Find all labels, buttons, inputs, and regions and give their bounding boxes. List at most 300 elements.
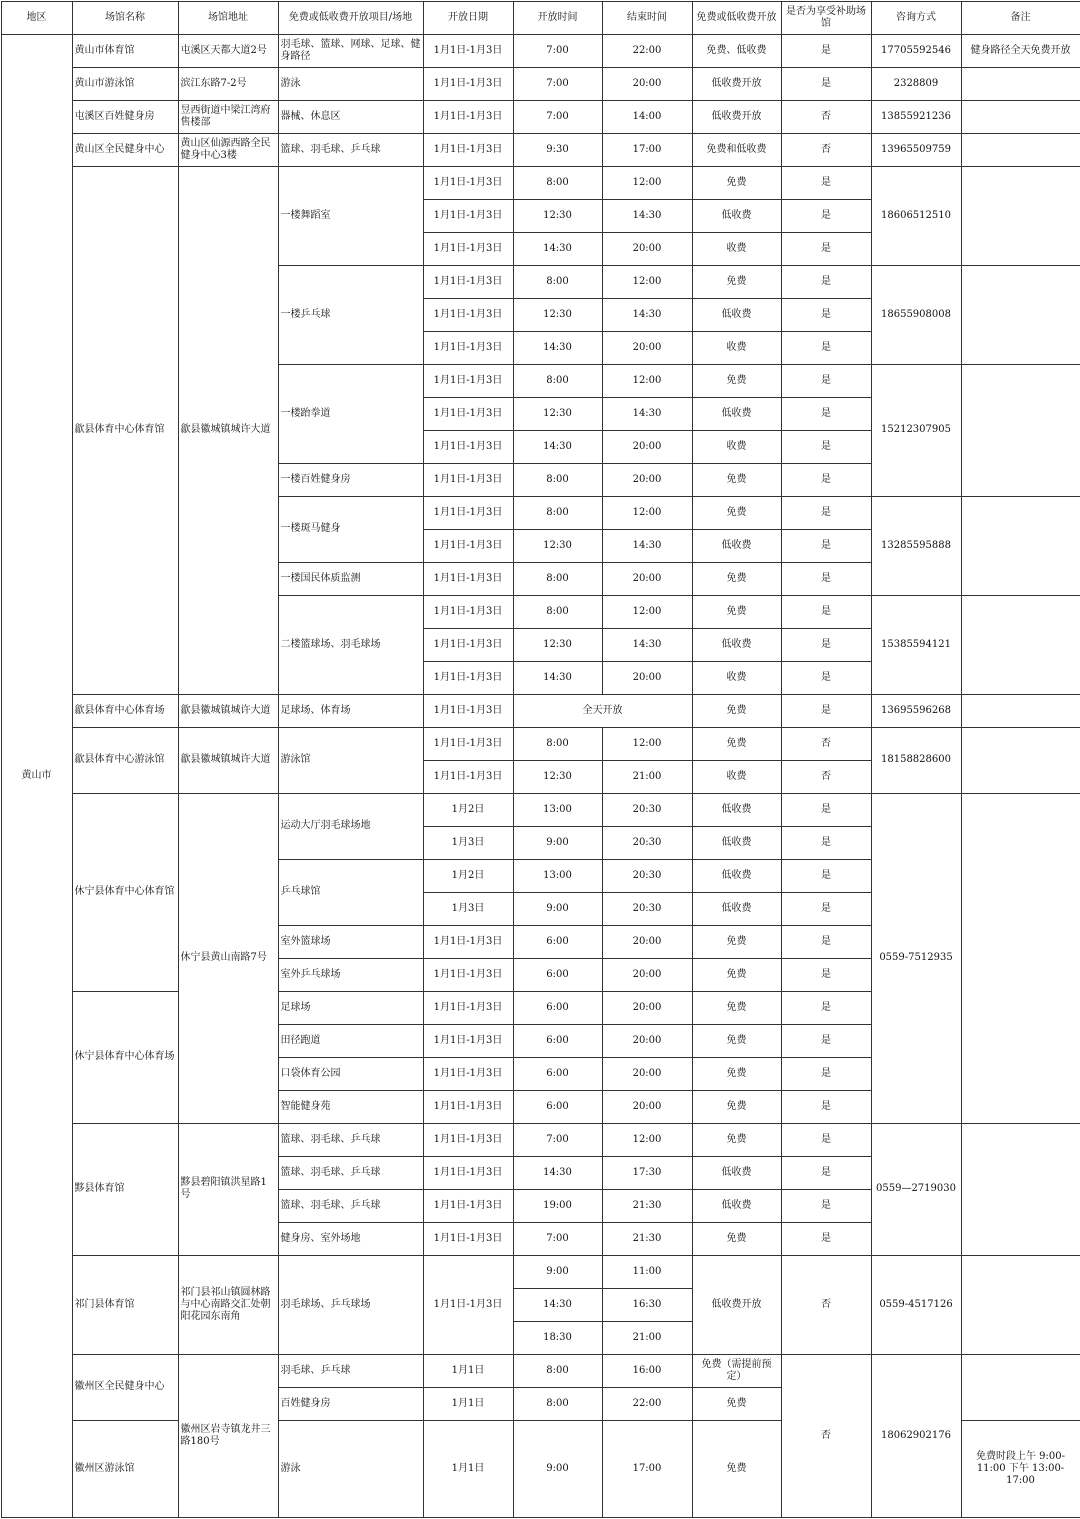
subsidy: 是 xyxy=(781,661,871,694)
open-date: 1月2日 xyxy=(423,793,513,826)
end-time: 12:00 xyxy=(602,727,692,760)
subsidy: 是 xyxy=(781,694,871,727)
subsidy: 否 xyxy=(781,100,871,133)
open-time: 7:00 xyxy=(513,100,602,133)
open-date: 1月1日-1月3日 xyxy=(423,760,513,793)
end-time: 12:00 xyxy=(602,364,692,397)
fee-type: 免费 xyxy=(692,364,781,397)
end-time: 20:00 xyxy=(602,1024,692,1057)
venue-item: 羽毛球场、乒乓球场 xyxy=(278,1255,423,1354)
fee-type: 低收费 xyxy=(692,397,781,430)
end-time: 20:30 xyxy=(602,892,692,925)
subsidy: 是 xyxy=(781,925,871,958)
subsidy: 否 xyxy=(781,727,871,760)
venue-name: 祁门县体育馆 xyxy=(72,1255,178,1354)
open-time: 14:30 xyxy=(513,232,602,265)
open-time: 9:30 xyxy=(513,133,602,166)
open-time: 14:30 xyxy=(513,1288,602,1321)
subsidy: 是 xyxy=(781,859,871,892)
subsidy: 是 xyxy=(781,1057,871,1090)
open-date: 1月1日-1月3日 xyxy=(423,430,513,463)
remark xyxy=(961,166,1080,265)
open-time: 7:00 xyxy=(513,67,602,100)
subsidy: 是 xyxy=(781,298,871,331)
venue-item: 智能健身苑 xyxy=(278,1090,423,1123)
end-time: 14:30 xyxy=(602,529,692,562)
open-time: 7:00 xyxy=(513,1123,602,1156)
header-cell: 开放日期 xyxy=(423,1,513,34)
venue-name: 屯溪区百姓健身房 xyxy=(72,100,178,133)
open-date: 1月1日-1月3日 xyxy=(423,1090,513,1123)
venue-item: 一楼跆拳道 xyxy=(278,364,423,463)
venue-item: 足球场、体育场 xyxy=(278,694,423,727)
table-row xyxy=(1,34,1080,67)
fee-type: 免费 xyxy=(692,1057,781,1090)
end-time: 22:00 xyxy=(602,1387,692,1420)
venue-address: 屯溪区天都大道2号 xyxy=(178,34,278,67)
end-time: 21:00 xyxy=(602,760,692,793)
contact-phone: 18158828600 xyxy=(871,727,961,793)
remark xyxy=(961,694,1080,727)
end-time: 12:00 xyxy=(602,265,692,298)
venue-name: 黄山区全民健身中心 xyxy=(72,133,178,166)
open-date: 1月1日-1月3日 xyxy=(423,298,513,331)
remark xyxy=(961,100,1080,133)
fee-type: 收费 xyxy=(692,430,781,463)
end-time: 17:30 xyxy=(602,1156,692,1189)
venue-name: 歙县体育中心游泳馆 xyxy=(72,727,178,793)
subsidy: 是 xyxy=(781,826,871,859)
fee-type: 免费 xyxy=(692,694,781,727)
venue-item: 二楼篮球场、羽毛球场 xyxy=(278,595,423,694)
open-time: 6:00 xyxy=(513,925,602,958)
fee-type: 低收费 xyxy=(692,892,781,925)
open-time: 12:30 xyxy=(513,628,602,661)
remark xyxy=(961,133,1080,166)
venue-item: 羽毛球、篮球、网球、足球、健身路径 xyxy=(278,34,423,67)
open-time: 9:00 xyxy=(513,1420,602,1517)
end-time: 12:00 xyxy=(602,595,692,628)
contact-phone: 13285595888 xyxy=(871,496,961,595)
venue-address: 滨江东路7-2号 xyxy=(178,67,278,100)
header-cell: 是否为享受补助场馆 xyxy=(781,1,871,34)
open-time: 12:30 xyxy=(513,199,602,232)
venue-name: 徽州区全民健身中心 xyxy=(72,1354,178,1420)
end-time: 16:30 xyxy=(602,1288,692,1321)
venue-item: 一楼乒乓球 xyxy=(278,265,423,364)
open-date: 1月1日-1月3日 xyxy=(423,364,513,397)
open-date: 1月1日-1月3日 xyxy=(423,958,513,991)
fee-type: 低收费开放 xyxy=(692,1255,781,1354)
end-time: 21:00 xyxy=(602,1321,692,1354)
venue-address: 昱西街道中梁江湾府售楼部 xyxy=(178,100,278,133)
subsidy: 是 xyxy=(781,793,871,826)
venue-item: 百姓健身房 xyxy=(278,1387,423,1420)
open-date: 1月1日-1月3日 xyxy=(423,331,513,364)
table-row xyxy=(1,100,1080,133)
open-time: 6:00 xyxy=(513,1090,602,1123)
open-time: 8:00 xyxy=(513,496,602,529)
open-date: 1月1日-1月3日 xyxy=(423,595,513,628)
venue-name: 休宁县体育中心体育场 xyxy=(72,991,178,1123)
end-time: 20:00 xyxy=(602,1057,692,1090)
fee-type: 低收费 xyxy=(692,826,781,859)
venue-item: 篮球、羽毛球、乒乓球 xyxy=(278,133,423,166)
contact-phone: 0559-4517126 xyxy=(871,1255,961,1354)
venue-address: 黄山区仙源西路全民健身中心3楼 xyxy=(178,133,278,166)
open-time: 9:00 xyxy=(513,892,602,925)
header-cell: 场馆地址 xyxy=(178,1,278,34)
subsidy: 是 xyxy=(781,1156,871,1189)
open-time: 14:30 xyxy=(513,430,602,463)
open-date: 1月2日 xyxy=(423,859,513,892)
fee-type: 收费 xyxy=(692,232,781,265)
open-date: 1月1日-1月3日 xyxy=(423,199,513,232)
subsidy: 是 xyxy=(781,892,871,925)
table-row xyxy=(1,1123,1080,1156)
open-date: 1月1日-1月3日 xyxy=(423,661,513,694)
subsidy: 是 xyxy=(781,595,871,628)
end-time: 14:30 xyxy=(602,628,692,661)
subsidy: 是 xyxy=(781,529,871,562)
fee-type: 低收费开放 xyxy=(692,100,781,133)
fee-type: 免费 xyxy=(692,1420,781,1517)
region-cell: 黄山市 xyxy=(1,34,72,1517)
contact-phone: 13965509759 xyxy=(871,133,961,166)
open-time: 6:00 xyxy=(513,991,602,1024)
venue-item: 羽毛球、乒乓球 xyxy=(278,1354,423,1387)
table-row xyxy=(1,166,1080,199)
fee-type: 免费、低收费 xyxy=(692,34,781,67)
fee-type: 免费 xyxy=(692,1024,781,1057)
contact-phone: 17705592546 xyxy=(871,34,961,67)
venue-item: 足球场 xyxy=(278,991,423,1024)
contact-phone: 18655908008 xyxy=(871,265,961,364)
remark xyxy=(961,496,1080,595)
fee-type: 免费 xyxy=(692,958,781,991)
open-date: 1月1日-1月3日 xyxy=(423,100,513,133)
venue-item: 篮球、羽毛球、乒乓球 xyxy=(278,1123,423,1156)
venue-item: 田径跑道 xyxy=(278,1024,423,1057)
subsidy: 是 xyxy=(781,496,871,529)
venue-item: 游泳 xyxy=(278,1420,423,1517)
open-time: 14:30 xyxy=(513,331,602,364)
subsidy: 是 xyxy=(781,331,871,364)
header-cell: 备注 xyxy=(961,1,1080,34)
open-time: 8:00 xyxy=(513,265,602,298)
open-time: 8:00 xyxy=(513,1387,602,1420)
fee-type: 免费（需提前预定） xyxy=(692,1354,781,1387)
open-time: 18:30 xyxy=(513,1321,602,1354)
open-date: 1月1日-1月3日 xyxy=(423,34,513,67)
end-time: 22:00 xyxy=(602,34,692,67)
open-date: 1月1日-1月3日 xyxy=(423,925,513,958)
end-time: 20:00 xyxy=(602,67,692,100)
subsidy: 是 xyxy=(781,34,871,67)
open-date: 1月1日-1月3日 xyxy=(423,166,513,199)
end-time: 12:00 xyxy=(602,166,692,199)
open-date: 1月1日-1月3日 xyxy=(423,496,513,529)
open-date: 1月3日 xyxy=(423,892,513,925)
fee-type: 低收费 xyxy=(692,1156,781,1189)
subsidy: 是 xyxy=(781,1222,871,1255)
fee-type: 免费 xyxy=(692,496,781,529)
venue-item: 室外乒乓球场 xyxy=(278,958,423,991)
fee-type: 低收费 xyxy=(692,298,781,331)
venue-address: 徽州区岩寺镇龙井三路180号 xyxy=(178,1354,278,1517)
fee-type: 低收费 xyxy=(692,1189,781,1222)
remark: 健身路径全天免费开放 xyxy=(961,34,1080,67)
fee-type: 免费 xyxy=(692,727,781,760)
subsidy: 否 xyxy=(781,1255,871,1354)
subsidy: 是 xyxy=(781,166,871,199)
open-date: 1月1日-1月3日 xyxy=(423,1123,513,1156)
table-row xyxy=(1,727,1080,760)
open-date: 1月1日-1月3日 xyxy=(423,232,513,265)
open-time: 9:00 xyxy=(513,826,602,859)
remark xyxy=(961,67,1080,100)
end-time: 14:00 xyxy=(602,100,692,133)
table-row xyxy=(1,133,1080,166)
end-time: 20:00 xyxy=(602,562,692,595)
fee-type: 免费 xyxy=(692,991,781,1024)
contact-phone: 15385594121 xyxy=(871,595,961,694)
open-date: 1月1日-1月3日 xyxy=(423,727,513,760)
venue-name: 黟县体育馆 xyxy=(72,1123,178,1255)
open-time: 13:00 xyxy=(513,859,602,892)
open-time: 8:00 xyxy=(513,562,602,595)
open-time: 19:00 xyxy=(513,1189,602,1222)
end-time: 20:00 xyxy=(602,430,692,463)
open-date: 1月3日 xyxy=(423,826,513,859)
fee-type: 免费 xyxy=(692,463,781,496)
open-time: 8:00 xyxy=(513,595,602,628)
venue-address: 休宁县黄山南路7号 xyxy=(178,793,278,1123)
header-row xyxy=(1,1,1080,34)
venue-item: 篮球、羽毛球、乒乓球 xyxy=(278,1156,423,1189)
open-time: 6:00 xyxy=(513,1024,602,1057)
remark xyxy=(961,793,1080,1123)
end-time: 20:00 xyxy=(602,661,692,694)
open-date: 1月1日 xyxy=(423,1354,513,1387)
open-date: 1月1日 xyxy=(423,1387,513,1420)
remark: 免费时段上午 9:00-11:00 下午 13:00-17:00 xyxy=(961,1420,1080,1517)
open-time: 8:00 xyxy=(513,166,602,199)
table-row xyxy=(1,793,1080,826)
end-time: 14:30 xyxy=(602,397,692,430)
end-time: 16:00 xyxy=(602,1354,692,1387)
fee-type: 低收费 xyxy=(692,859,781,892)
end-time: 20:00 xyxy=(602,232,692,265)
venue-item: 口袋体育公园 xyxy=(278,1057,423,1090)
header-cell: 咨询方式 xyxy=(871,1,961,34)
contact-phone: 0559-7512935 xyxy=(871,793,961,1123)
venue-item: 一楼国民体质监测 xyxy=(278,562,423,595)
venue-item: 健身房、室外场地 xyxy=(278,1222,423,1255)
remark xyxy=(961,727,1080,793)
open-date: 1月1日-1月3日 xyxy=(423,265,513,298)
open-time: 6:00 xyxy=(513,1057,602,1090)
table-row xyxy=(1,67,1080,100)
contact-phone: 13695596268 xyxy=(871,694,961,727)
open-time: 9:00 xyxy=(513,1255,602,1288)
open-date: 1月1日-1月3日 xyxy=(423,991,513,1024)
open-time: 13:00 xyxy=(513,793,602,826)
contact-phone: 15212307905 xyxy=(871,364,961,496)
remark xyxy=(961,1255,1080,1354)
end-time: 11:00 xyxy=(602,1255,692,1288)
open-time: 14:30 xyxy=(513,1156,602,1189)
end-time: 21:30 xyxy=(602,1222,692,1255)
header-cell: 地区 xyxy=(1,1,72,34)
header-cell: 免费或低收费开放项目/场地 xyxy=(278,1,423,34)
open-date: 1月1日-1月3日 xyxy=(423,694,513,727)
venue-name: 徽州区游泳馆 xyxy=(72,1420,178,1517)
end-time: 21:30 xyxy=(602,1189,692,1222)
end-time: 20:00 xyxy=(602,463,692,496)
subsidy: 是 xyxy=(781,991,871,1024)
subsidy: 是 xyxy=(781,430,871,463)
venue-address: 歙县徽城镇城许大道 xyxy=(178,694,278,727)
fee-type: 免费 xyxy=(692,1222,781,1255)
fee-type: 免费 xyxy=(692,166,781,199)
subsidy: 是 xyxy=(781,1189,871,1222)
open-time: 全天开放 xyxy=(513,694,692,727)
subsidy: 是 xyxy=(781,397,871,430)
header-cell: 场馆名称 xyxy=(72,1,178,34)
header-cell: 开放时间 xyxy=(513,1,602,34)
fee-type: 免费 xyxy=(692,1123,781,1156)
open-date: 1月1日-1月3日 xyxy=(423,1255,513,1354)
remark xyxy=(961,364,1080,496)
table-row xyxy=(1,1354,1080,1387)
open-date: 1月1日-1月3日 xyxy=(423,1024,513,1057)
header-cell: 结束时间 xyxy=(602,1,692,34)
open-date: 1月1日-1月3日 xyxy=(423,1222,513,1255)
fee-type: 免费和低收费 xyxy=(692,133,781,166)
end-time: 20:30 xyxy=(602,826,692,859)
contact-phone: 13855921236 xyxy=(871,100,961,133)
venue-item: 乒乓球馆 xyxy=(278,859,423,925)
open-time: 8:00 xyxy=(513,1354,602,1387)
subsidy: 是 xyxy=(781,463,871,496)
subsidy: 是 xyxy=(781,628,871,661)
contact-phone: 18606512510 xyxy=(871,166,961,265)
venue-item: 一楼百姓健身房 xyxy=(278,463,423,496)
subsidy: 是 xyxy=(781,364,871,397)
open-time: 7:00 xyxy=(513,1222,602,1255)
end-time: 20:00 xyxy=(602,925,692,958)
fee-type: 免费 xyxy=(692,562,781,595)
fee-type: 低收费 xyxy=(692,199,781,232)
table-row xyxy=(1,694,1080,727)
fee-type: 免费 xyxy=(692,925,781,958)
end-time: 20:00 xyxy=(602,1090,692,1123)
open-time: 7:00 xyxy=(513,34,602,67)
fee-type: 低收费开放 xyxy=(692,67,781,100)
fee-type: 低收费 xyxy=(692,793,781,826)
open-time: 12:30 xyxy=(513,760,602,793)
end-time: 17:00 xyxy=(602,133,692,166)
contact-phone: 18062902176 xyxy=(871,1354,961,1517)
remark xyxy=(961,595,1080,694)
subsidy: 是 xyxy=(781,67,871,100)
fee-type: 收费 xyxy=(692,760,781,793)
venue-item: 一楼舞蹈室 xyxy=(278,166,423,265)
subsidy: 是 xyxy=(781,1123,871,1156)
subsidy: 是 xyxy=(781,232,871,265)
fee-type: 收费 xyxy=(692,661,781,694)
subsidy: 是 xyxy=(781,562,871,595)
venue-address: 黟县碧阳镇洪星路1号 xyxy=(178,1123,278,1255)
open-date: 1月1日-1月3日 xyxy=(423,529,513,562)
subsidy: 是 xyxy=(781,1024,871,1057)
open-date: 1月1日-1月3日 xyxy=(423,1189,513,1222)
end-time: 20:00 xyxy=(602,331,692,364)
table-row xyxy=(1,1255,1080,1288)
venue-item: 篮球、羽毛球、乒乓球 xyxy=(278,1189,423,1222)
venue-address: 祁门县祁山镇圆林路与中心南路交汇处朝阳花园东南角 xyxy=(178,1255,278,1354)
fee-type: 低收费 xyxy=(692,529,781,562)
end-time: 17:00 xyxy=(602,1420,692,1517)
fee-type: 免费 xyxy=(692,595,781,628)
open-date: 1月1日-1月3日 xyxy=(423,1156,513,1189)
subsidy: 否 xyxy=(781,760,871,793)
fee-type: 免费 xyxy=(692,1090,781,1123)
header-cell: 免费或低收费开放 xyxy=(692,1,781,34)
open-date: 1月1日-1月3日 xyxy=(423,397,513,430)
open-time: 12:30 xyxy=(513,298,602,331)
end-time: 14:30 xyxy=(602,298,692,331)
subsidy: 是 xyxy=(781,199,871,232)
end-time: 14:30 xyxy=(602,199,692,232)
remark xyxy=(961,1123,1080,1255)
open-time: 12:30 xyxy=(513,529,602,562)
venue-item: 游泳馆 xyxy=(278,727,423,793)
open-date: 1月1日-1月3日 xyxy=(423,1057,513,1090)
open-time: 8:00 xyxy=(513,727,602,760)
venue-name: 歙县体育中心体育场 xyxy=(72,694,178,727)
venue-address: 歙县徽城镇城许大道 xyxy=(178,727,278,793)
end-time: 20:00 xyxy=(602,991,692,1024)
venue-item: 游泳 xyxy=(278,67,423,100)
venue-name: 歙县体育中心体育馆 xyxy=(72,166,178,694)
contact-phone: 2328809 xyxy=(871,67,961,100)
open-time: 14:30 xyxy=(513,661,602,694)
fee-type: 低收费 xyxy=(692,628,781,661)
subsidy: 是 xyxy=(781,958,871,991)
end-time: 20:30 xyxy=(602,793,692,826)
open-date: 1月1日-1月3日 xyxy=(423,67,513,100)
venue-item: 器械、休息区 xyxy=(278,100,423,133)
fee-type: 免费 xyxy=(692,1387,781,1420)
fee-type: 收费 xyxy=(692,331,781,364)
venue-address: 歙县徽城镇城许大道 xyxy=(178,166,278,694)
open-date: 1月1日-1月3日 xyxy=(423,562,513,595)
fee-type: 免费 xyxy=(692,265,781,298)
end-time: 20:00 xyxy=(602,958,692,991)
venue-item: 一楼斑马健身 xyxy=(278,496,423,562)
open-time: 6:00 xyxy=(513,958,602,991)
open-time: 8:00 xyxy=(513,364,602,397)
subsidy: 否 xyxy=(781,1354,871,1517)
open-date: 1月1日 xyxy=(423,1420,513,1517)
contact-phone: 0559—2719030 xyxy=(871,1123,961,1255)
venue-name: 休宁县体育中心体育馆 xyxy=(72,793,178,991)
venue-item: 运动大厅羽毛球场地 xyxy=(278,793,423,859)
open-time: 8:00 xyxy=(513,463,602,496)
end-time: 12:00 xyxy=(602,496,692,529)
